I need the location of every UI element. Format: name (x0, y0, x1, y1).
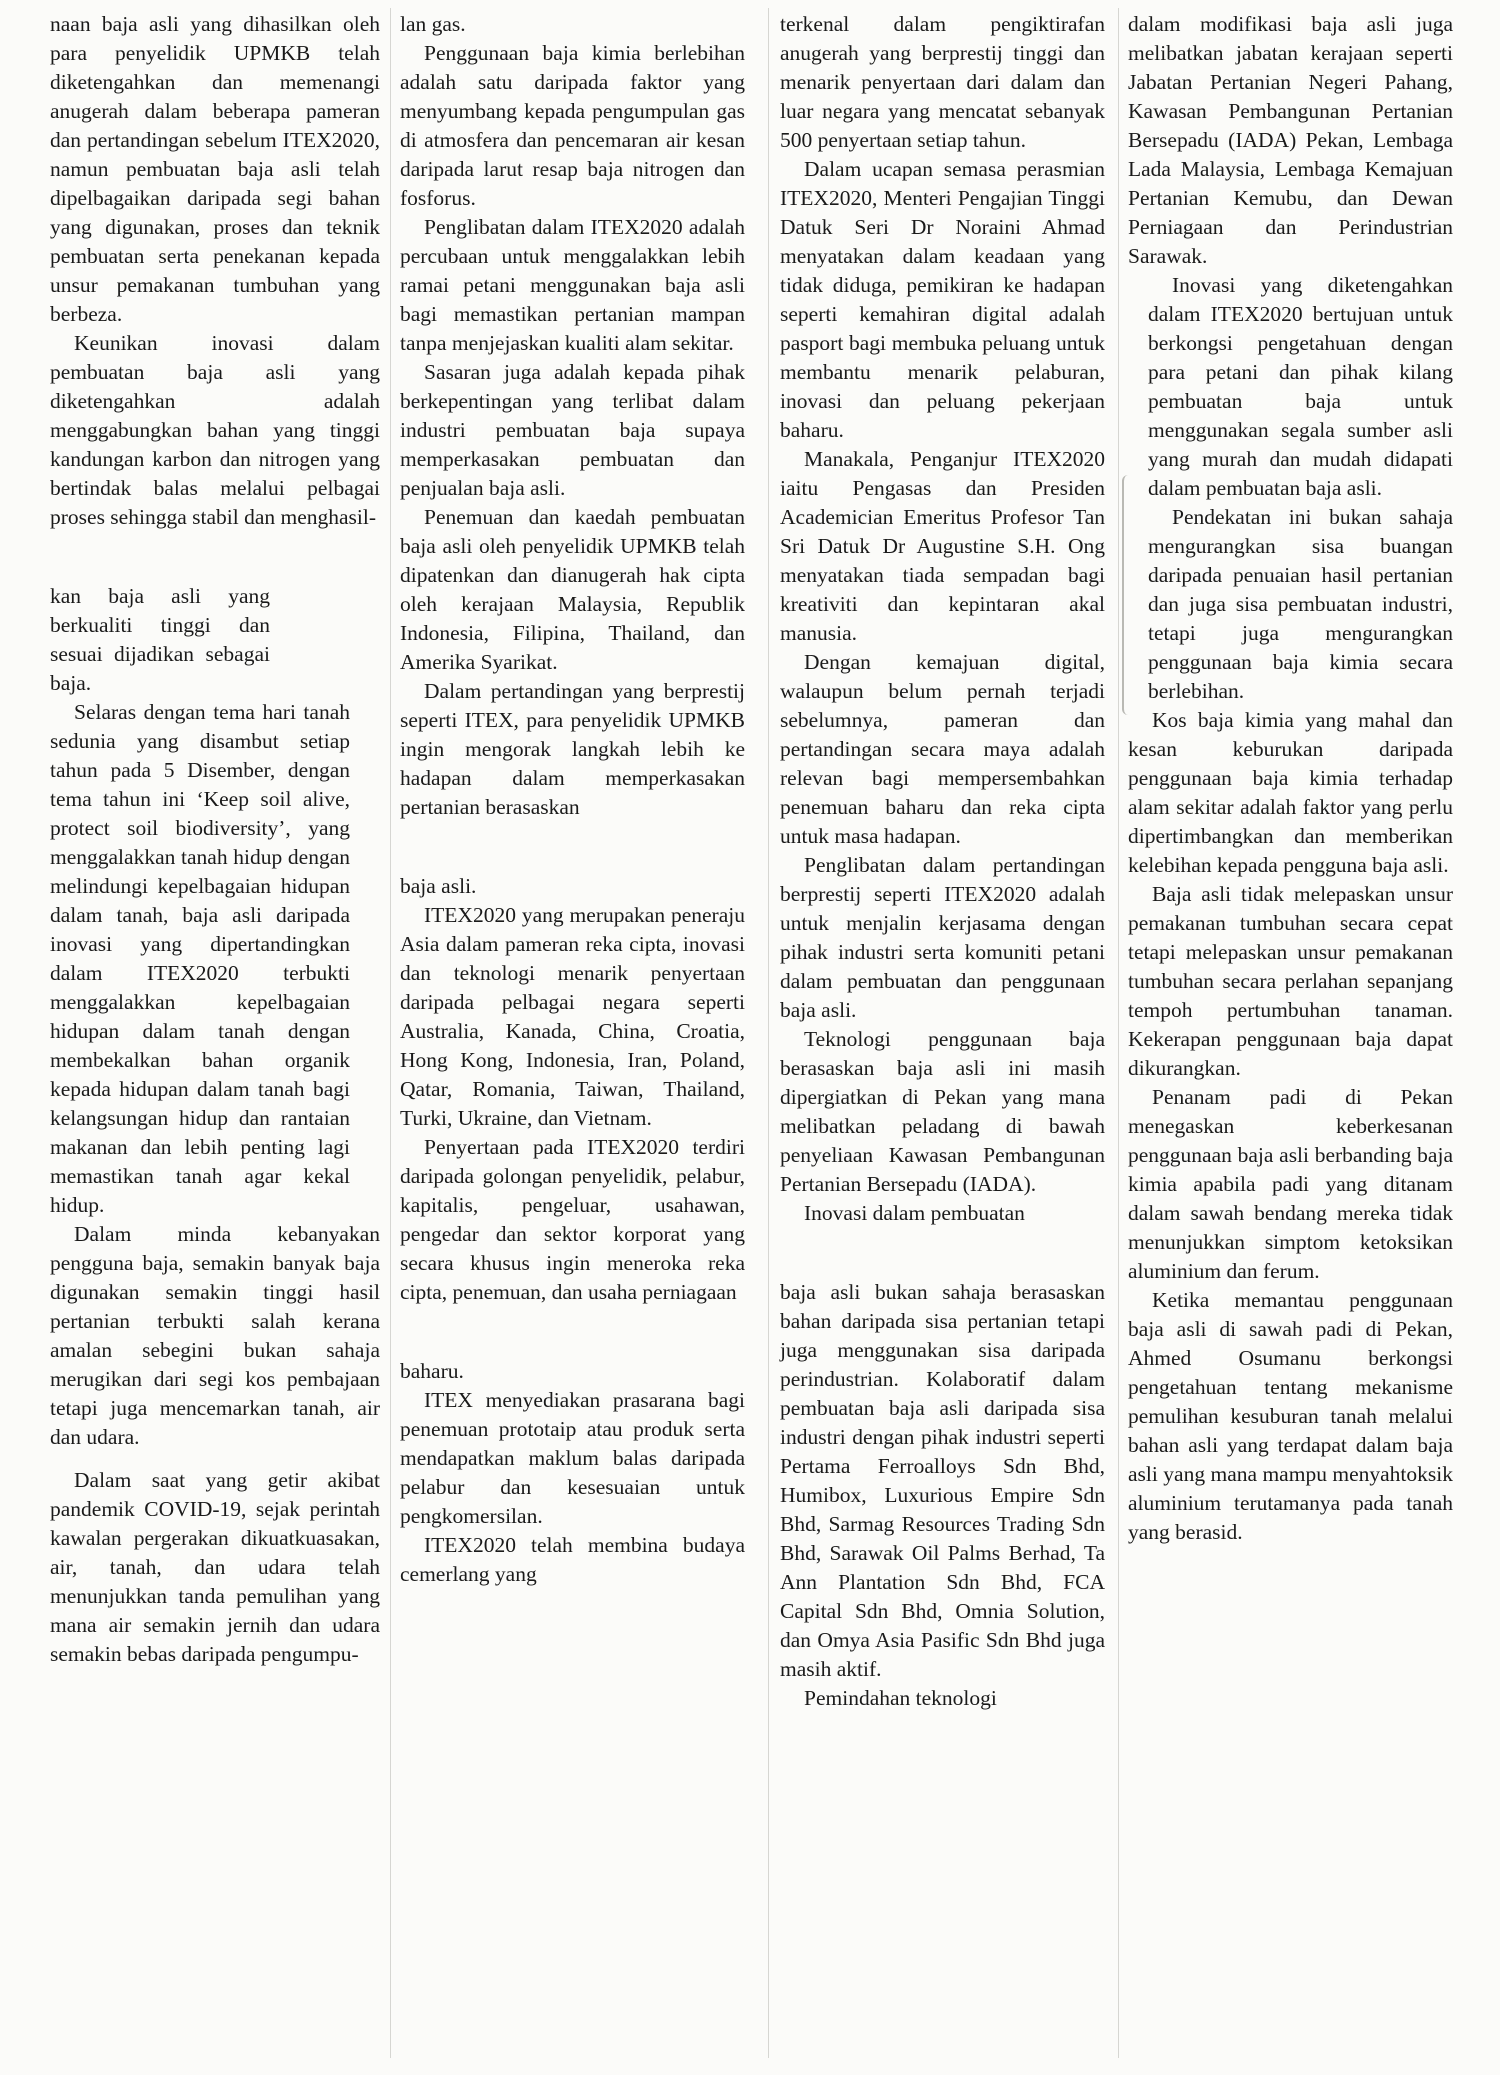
paragraph: kan baja asli yang berkualiti tinggi dan sesuai dijadikan sebagai baja. (50, 584, 270, 695)
paragraph: naan baja asli yang dihasilkan oleh para penyelidik UPMKB telah diketengahkan dan memenangi anugerah dalam beberapa pameran dan pertandingan sebelum ITEX2020, namun pembuatan baja asli telah dipelbagaikan daripada segi bahan yang digunakan, proses dan teknik pembuatan serta penekanan kepada unsur pemakanan tumbuhan yang berbeza. (50, 12, 380, 326)
paragraph: Penemuan dan kaedah pembuatan baja asli oleh penyelidik UPMKB telah dipatenkan dan dianugerah hak cipta oleh kerajaan Malaysia, Republik Indonesia, Filipina, Thailand, dan Amerika Syarikat. (400, 505, 745, 674)
paragraph: dalam modifikasi baja asli juga melibatkan jabatan kerajaan seperti Jabatan Pertanian Negeri Pahang, Kawasan Pembangunan Pertanian Bersepadu (IADA) Pekan, Lembaga Lada Malaysia, Lembaga Kemajuan Pertanian Kemubu, dan Dewan Perniagaan dan Perindustrian Sarawak. (1128, 12, 1453, 268)
column-divider (1118, 8, 1119, 2058)
article-column-1 (50, 10, 380, 1669)
paragraph: ITEX2020 telah membina budaya cemerlang yang (400, 1533, 745, 1586)
paragraph: Penglibatan dalam pertandingan berprestij seperti ITEX2020 adalah untuk menjalin kerjasama dengan pihak industri serta komuniti petani dalam pembuatan dan penggunaan baja asli. (780, 853, 1105, 1022)
paragraph: Selaras dengan tema hari tanah sedunia yang disambut setiap tahun pada 5 Disember, dengan tema tahun ini ‘Keep soil alive, protect soil biodiversity’, yang menggalakkan tanah hidup dengan melindungi kepelbagaian hidupan dalam tanah, baja asli daripada inovasi yang dipertandingkan dalam ITEX2020 terbukti menggalakkan kepelbagaian hidupan dalam tanah dengan membekalkan bahan organik kepada hidupan dalam tanah bagi kelangsungan hidup dan rantaian makanan dan lebih penting lagi memastikan tanah agar kekal hidup. (50, 700, 350, 1217)
column-divider (768, 8, 769, 2058)
paragraph: baja asli bukan sahaja berasaskan bahan daripada sisa pertanian tetapi juga menggunakan sisa daripada perindustrian. Kolaboratif dalam pembuatan baja asli daripada sisa industri dengan pihak industri seperti Pertama Ferroalloys Sdn Bhd, Humibox, Luxurious Empire Sdn Bhd, Sarmag Resources Trading Sdn Bhd, Sarawak Oil Palms Berhad, Ta Ann Plantation Sdn Bhd, FCA Capital Sdn Bhd, Omnia Solution, dan Omya Asia Pasific Sdn Bhd juga masih aktif. (780, 1280, 1105, 1681)
article-column-3 (780, 10, 1105, 1713)
paragraph: Dalam ucapan semasa perasmian ITEX2020, Menteri Pengajian Tinggi Datuk Seri Dr Noraini Ahmad menyatakan dalam keadaan yang tidak diduga, pemikiran ke hadapan seperti kemahiran digital adalah pasport bagi membuka peluang untuk membantu menarik pelaburan, inovasi dan peluang pekerjaan baharu. (780, 157, 1105, 442)
paragraph: Penggunaan baja kimia berlebihan adalah satu daripada faktor yang menyumbang kepada pengumpulan gas di atmosfera dan pencemaran air kesan daripada larut resap baja nitrogen dan fosforus. (400, 41, 745, 210)
paragraph: Penyertaan pada ITEX2020 terdiri daripada golongan penyelidik, pelabur, kapitalis, pengeluar, usahawan, pengedar dan sektor korporat yang secara khusus ingin meneroka reka cipta, penemuan, dan usaha perniagaan (400, 1135, 745, 1304)
paragraph: ITEX menyediakan prasarana bagi penemuan prototaip atau produk serta mendapatkan maklum balas daripada pelabur dan kesesuaian untuk pengkomersilan. (400, 1388, 745, 1528)
paragraph: Dalam minda kebanyakan pengguna baja, semakin banyak baja digunakan semakin tinggi hasil pertanian terbukti salah kerana amalan sebegini bukan sahaja merugikan dari segi kos pembajaan tetapi juga mencemarkan tanah, air dan udara. (50, 1222, 380, 1449)
paragraph: terkenal dalam pengiktirafan anugerah yang berprestij tinggi dan menarik penyertaan dari dalam dan luar negara yang mencatat sebanyak 500 penyertaan setiap tahun. (780, 12, 1105, 152)
paragraph: Penglibatan dalam ITEX2020 adalah percubaan untuk menggalakkan lebih ramai petani menggunakan baja asli bagi memastikan pertanian mampan tanpa menjejaskan kualiti alam sekitar. (400, 215, 745, 355)
paragraph: Inovasi dalam pembuatan (804, 1201, 1025, 1225)
paragraph: Sasaran juga adalah kepada pihak berkepentingan yang terlibat dalam industri pembuatan baja supaya memperkasakan pembuatan dan penjualan baja asli. (400, 360, 745, 500)
paragraph: Teknologi penggunaan baja berasaskan baja asli ini masih dipergiatkan di Pekan yang mana melibatkan peladang di bawah penyeliaan Kawasan Pembangunan Pertanian Bersepadu (IADA). (780, 1027, 1105, 1196)
article-column-2 (400, 10, 745, 1589)
paragraph: Ketika memantau penggunaan baja asli di sawah padi di Pekan, Ahmed Osumanu berkongsi pengetahuan tentang mekanisme pemulihan kesuburan tanah melalui bahan asli yang terdapat dalam baja asli yang mana mampu menyahtoksik aluminium terutamanya pada tanah yang berasid. (1128, 1288, 1453, 1544)
paragraph: Penanam padi di Pekan menegaskan keberkesanan penggunaan baja asli berbanding baja kimia apabila padi yang ditanam dalam sawah bendang mereka tidak menunjukkan simptom ketoksikan aluminium dan ferum. (1128, 1085, 1453, 1283)
paragraph: Keunikan inovasi dalam pembuatan baja asli yang diketengahkan adalah menggabungkan bahan yang tinggi kandungan karbon dan nitrogen yang bertindak balas melalui pelbagai proses sehingga stabil dan menghasil- (50, 331, 380, 529)
paragraph: Pemindahan teknologi (804, 1686, 997, 1710)
article-column-4 (1128, 10, 1453, 1547)
column-divider (390, 8, 391, 2058)
paragraph: Manakala, Penganjur ITEX2020 iaitu Pengasas dan Presiden Academician Emeritus Profesor Tan Sri Datuk Dr Augustine S.H. Ong menyatakan tiada sempadan bagi kreativiti dan kepintaran akal manusia. (780, 447, 1105, 645)
paragraph: Dalam saat yang getir akibat pandemik COVID-19, sejak perintah kawalan pergerakan dikuatkuasakan, air, tanah, dan udara telah menunjukkan tanda pemulihan yang mana air semakin jernih dan udara semakin bebas daripada pengumpu- (50, 1468, 380, 1666)
paragraph: Pendekatan ini bukan sahaja mengurangkan sisa buangan daripada penuaian hasil pertanian dan juga sisa pembuatan industri, tetapi juga mengurangkan penggunaan baja kimia secara berlebihan. (1148, 505, 1453, 703)
paragraph: lan gas. (400, 12, 466, 36)
paragraph: Dengan kemajuan digital, walaupun belum pernah terjadi sebelumnya, pameran dan pertandingan secara maya adalah relevan bagi mempersembahkan penemuan baharu dan reka cipta untuk masa hadapan. (780, 650, 1105, 848)
paragraph: ITEX2020 yang merupakan peneraju Asia dalam pameran reka cipta, inovasi dan teknologi menarik penyertaan daripada pelbagai negara seperti Australia, Kanada, China, Croatia, Hong Kong, Indonesia, Iran, Poland, Qatar, Romania, Taiwan, Thailand, Turki, Ukraine, dan Vietnam. (400, 903, 745, 1130)
paragraph: Baja asli tidak melepaskan unsur pemakanan tumbuhan secara cepat tetapi melepaskan unsur pemakanan tumbuhan secara perlahan sepanjang tempoh pertumbuhan tanaman. Kekerapan penggunaan baja dapat dikurangkan. (1128, 882, 1453, 1080)
paragraph: baja asli. (400, 874, 477, 898)
paragraph: baharu. (400, 1359, 464, 1383)
paragraph: Kos baja kimia yang mahal dan kesan keburukan daripada penggunaan baja kimia terhadap alam sekitar adalah faktor yang perlu dipertimbangkan dan memberikan kelebihan kepada pengguna baja asli. (1128, 708, 1453, 877)
paragraph: Inovasi yang diketengahkan dalam ITEX2020 bertujuan untuk berkongsi pengetahuan dengan para petani dan pihak kilang pembuatan baja untuk menggunakan segala sumber asli yang murah dan mudah didapati dalam pembuatan baja asli. (1148, 273, 1453, 500)
paragraph: Dalam pertandingan yang berprestij seperti ITEX, para penyelidik UPMKB ingin mengorak langkah lebih ke hadapan dalam memperkasakan pertanian berasaskan (400, 679, 745, 819)
